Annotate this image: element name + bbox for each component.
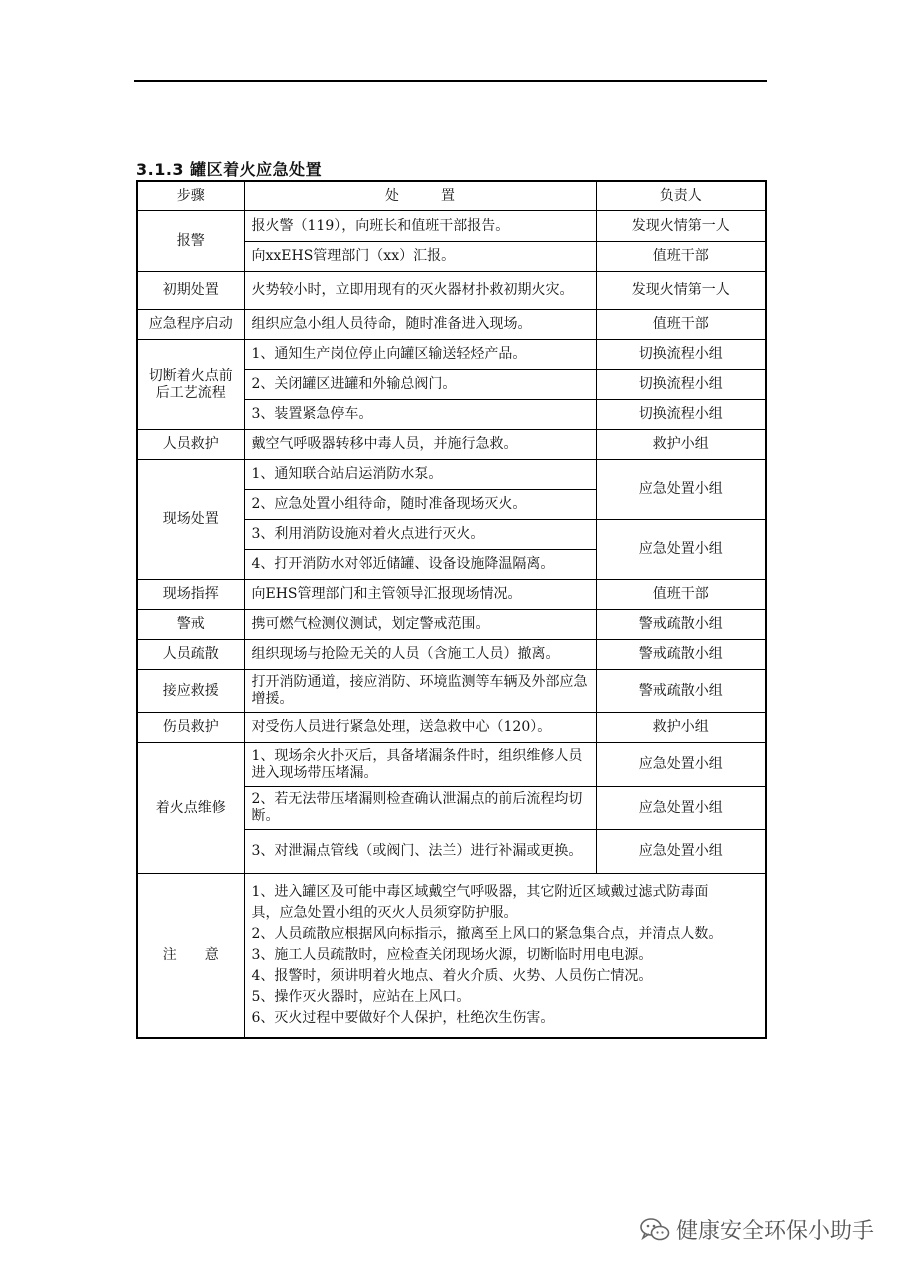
step-cell: 接应救援: [137, 670, 244, 713]
table-row: [137, 430, 766, 460]
owner-cell: 救护小组: [596, 713, 766, 743]
table-row: [137, 580, 766, 610]
notes-label: 注 意: [137, 874, 244, 1038]
watermark: [640, 1214, 874, 1245]
action-cell: 4、打开消防水对邻近储罐、设备设施降温隔离。: [244, 550, 596, 580]
table-row: [137, 340, 766, 370]
owner-cell: 应急处置小组: [596, 787, 766, 830]
owner-cell: 应急处置小组: [596, 460, 766, 520]
action-cell: 向xxEHS管理部门（xx）汇报。: [244, 242, 596, 272]
owner-cell: 应急处置小组: [596, 520, 766, 580]
notes-row: [137, 874, 766, 1038]
owner-cell: 警戒疏散小组: [596, 670, 766, 713]
owner-cell: 值班干部: [596, 242, 766, 272]
owner-cell: 发现火情第一人: [596, 211, 766, 242]
table-row: [137, 272, 766, 310]
note-line: 2、人员疏散应根据风向标指示，撤离至上风口的紧急集合点，并清点人数。: [251, 925, 723, 942]
step-cell: 现场处置: [137, 460, 244, 580]
header-step: 步骤: [137, 181, 244, 211]
note-line: 6、灭火过程中要做好个人保护，杜绝次生伤害。: [251, 1009, 555, 1026]
action-cell: 3、装置紧急停车。: [244, 400, 596, 430]
note-line: 4、报警时，须讲明着火地点、着火介质、火势、人员伤亡情况。: [251, 967, 653, 984]
action-cell: 2、若无法带压堵漏则检查确认泄漏点的前后流程均切断。: [244, 787, 596, 830]
action-cell: 火势较小时，立即用现有的灭火器材扑救初期火灾。: [244, 272, 596, 310]
step-cell: 伤员救护: [137, 713, 244, 743]
action-cell: 1、通知生产岗位停止向罐区输送轻烃产品。: [244, 340, 596, 370]
action-cell: 携可燃气检测仪测试，划定警戒范围。: [244, 610, 596, 640]
action-cell: 组织应急小组人员待命，随时准备进入现场。: [244, 310, 596, 340]
owner-cell: 警戒疏散小组: [596, 640, 766, 670]
action-cell: 3、利用消防设施对着火点进行灭火。: [244, 520, 596, 550]
table-row: [137, 640, 766, 670]
table-row: [137, 670, 766, 713]
owner-cell: 应急处置小组: [596, 830, 766, 874]
step-cell: 人员救护: [137, 430, 244, 460]
table-header-row: [137, 181, 766, 211]
step-cell: 应急程序启动: [137, 310, 244, 340]
action-cell: 2、关闭罐区进罐和外输总阀门。: [244, 370, 596, 400]
emergency-procedure-table: [136, 180, 767, 1039]
note-line: 3、施工人员疏散时，应检查关闭现场火源，切断临时用电电源。: [251, 946, 653, 963]
action-cell: 报火警（119），向班长和值班干部报告。: [244, 211, 596, 242]
step-cell: 切断着火点前后工艺流程: [137, 340, 244, 430]
step-cell: 人员疏散: [137, 640, 244, 670]
action-cell: 2、应急处置小组待命，随时准备现场灭火。: [244, 490, 596, 520]
owner-cell: 切换流程小组: [596, 400, 766, 430]
owner-cell: 值班干部: [596, 580, 766, 610]
table-row: [137, 743, 766, 787]
step-cell: 初期处置: [137, 272, 244, 310]
step-cell: 现场指挥: [137, 580, 244, 610]
action-cell: 打开消防通道，接应消防、环境监测等车辆及外部应急增援。: [244, 670, 596, 713]
note-line: 具，应急处置小组的灭火人员须穿防护服。: [251, 904, 518, 921]
section-title: 3.1.3 罐区着火应急处置: [136, 160, 323, 179]
owner-cell: 切换流程小组: [596, 340, 766, 370]
owner-cell: 应急处置小组: [596, 743, 766, 787]
action-cell: 戴空气呼吸器转移中毒人员，并施行急救。: [244, 430, 596, 460]
table-row: [137, 610, 766, 640]
table-row: [137, 211, 766, 242]
step-cell: 警戒: [137, 610, 244, 640]
table-row: [137, 310, 766, 340]
step-cell: 着火点维修: [137, 743, 244, 874]
action-cell: 向EHS管理部门和主管领导汇报现场情况。: [244, 580, 596, 610]
note-line: 5、操作灭火器时，应站在上风口。: [251, 988, 471, 1005]
action-cell: 对受伤人员进行紧急处理，送急救中心（120）。: [244, 713, 596, 743]
action-cell: 3、对泄漏点管线（或阀门、法兰）进行补漏或更换。: [244, 830, 596, 874]
notes-content: [244, 874, 766, 1038]
table-row: [137, 713, 766, 743]
note-line: 1、进入罐区及可能中毒区域戴空气呼吸器，其它附近区域戴过滤式防毒面: [251, 883, 709, 900]
wechat-icon: [640, 1217, 670, 1243]
table-row: [137, 460, 766, 490]
owner-cell: 救护小组: [596, 430, 766, 460]
step-cell: 报警: [137, 211, 244, 272]
watermark-text: 健康安全环保小助手: [676, 1219, 875, 1244]
header-action: 处 置: [244, 181, 596, 211]
header-rule: [134, 80, 767, 82]
owner-cell: 警戒疏散小组: [596, 610, 766, 640]
header-owner: 负责人: [596, 181, 766, 211]
owner-cell: 发现火情第一人: [596, 272, 766, 310]
owner-cell: 值班干部: [596, 310, 766, 340]
action-cell: 1、通知联合站启运消防水泵。: [244, 460, 596, 490]
owner-cell: 切换流程小组: [596, 370, 766, 400]
action-cell: 1、现场余火扑灭后，具备堵漏条件时，组织维修人员进入现场带压堵漏。: [244, 743, 596, 787]
action-cell: 组织现场与抢险无关的人员（含施工人员）撤离。: [244, 640, 596, 670]
